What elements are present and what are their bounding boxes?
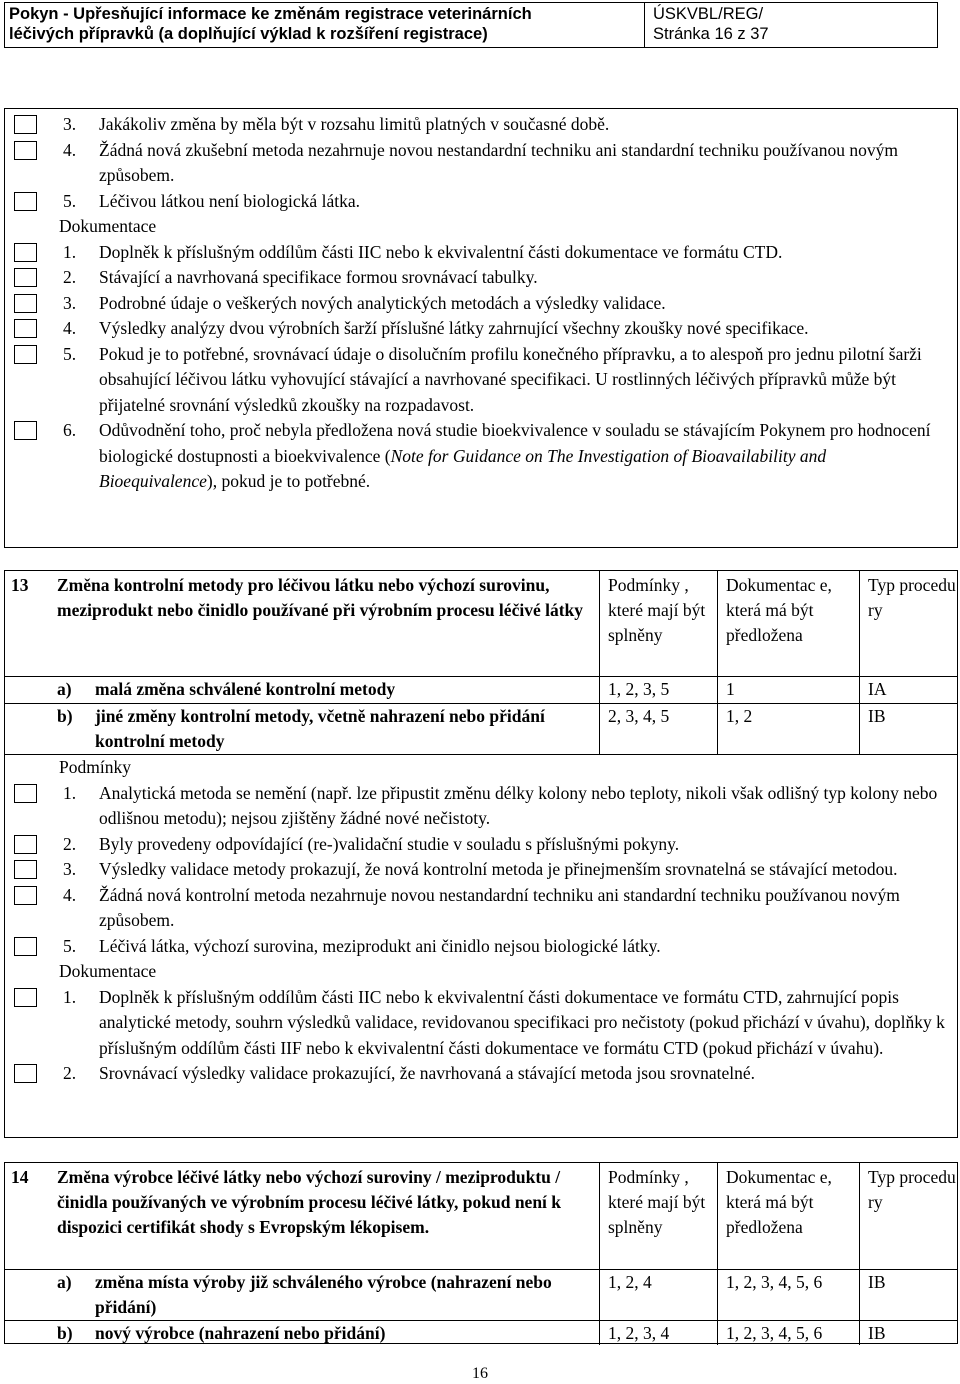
variant-procedure-type: IB (859, 1270, 957, 1320)
item-number: 3. (63, 859, 77, 879)
variant-documentation: 1, 2, 3, 4, 5, 6 (717, 1321, 859, 1345)
condition-item (5, 112, 957, 138)
doc-item (5, 291, 957, 317)
item-number: 3. (63, 114, 77, 134)
item-text: Výsledky validace metody prokazují, že nová kontrolní metoda je přinejmenším srovnatelná se stávající metodou. (99, 859, 898, 879)
item-text: Analytická metoda se nemění (např. lze připustit změnu délky kolony nebo teploty, nikoli však odlišný typ kolony nebo odlišnou metodu); nejsou zjištěny žádné nové nečistoty. (99, 782, 938, 828)
condition-item (5, 781, 957, 832)
item-number: 6. (63, 420, 77, 440)
item-text: Pokud je to potřebné, srovnávací údaje o disolučním profilu konečného přípravku, a to alespoň pro jednu pilotní šarži obsahující léčivou látku vyhovující stávající a navrhované specifikaci. U rostlinných léčivých přípravků může být přijatelné srovnání výsledků zkoušky na rozpadavost. (99, 343, 922, 415)
checkbox[interactable] (14, 268, 37, 287)
item-number: 5. (63, 935, 77, 956)
section-14 (4, 1162, 958, 1344)
page-indicator: Stránka 16 z 37 (653, 25, 769, 43)
checkbox[interactable] (14, 294, 37, 313)
item-text: Srovnávací výsledky validace prokazující, že navrhovaná a stávající metoda jsou srovnatelné. (99, 1063, 756, 1083)
checkbox[interactable] (14, 421, 37, 440)
variant-text: jiné změny kontrolní metody, včetně nahrazení nebo přidání kontrolní metody (95, 706, 545, 751)
variant-documentation: 1, 2 (717, 704, 859, 754)
item-text: Stávající a navrhovaná specifikace formou srovnávací tabulky. (99, 267, 538, 287)
item-text: Doplněk k příslušným oddílům části IIC nebo k ekvivalentní části dokumentace ve formátu CTD, zahrnující popis analytické metody, souhrn výsledků validace, revidovanou specifikaci pro nečistoty (pokud přichází v úvahu), doplňky k příslušným oddílům části IIF nebo k ekvivalentní části dokumentace ve formátu CTD (pokud přichází v úvahu). (99, 986, 945, 1058)
variant-conditions: 1, 2, 3, 4 (599, 1321, 717, 1345)
item-text: Byly provedeny odpovídající (re-)validační studie v souladu s příslušnými pokyny. (99, 833, 680, 854)
item-text: Léčivá látka, výchozí surovina, meziprodukt ani činidlo nejsou biologické látky. (99, 935, 661, 956)
doc-item (5, 265, 957, 291)
variant-procedure-type: IB (859, 1321, 957, 1345)
variant-letter: a) (57, 1272, 72, 1292)
checkbox[interactable] (14, 860, 37, 879)
item-number: 1. (63, 986, 77, 1007)
text-part: ), pokud je to potřebné. (206, 471, 371, 491)
section-header (5, 571, 957, 677)
item-number: 1. (63, 241, 77, 262)
header-meta (645, 3, 937, 47)
section-number: 14 (11, 1167, 29, 1187)
variant-conditions: 2, 3, 4, 5 (599, 704, 717, 754)
item-text: Podrobné údaje o veškerých nových analytických metodách a výsledky validace. (99, 292, 666, 313)
text-part: Odůvodnění toho, proč nebyla předložena nová studie bioekvivalence v souladu se stávajícím Pokynem pro hodnocení biologické dostupnosti a bioekvivalence ( (99, 420, 931, 466)
doc-item (5, 418, 957, 495)
section-number: 13 (11, 575, 29, 595)
section-title: Změna výrobce léčivé látky nebo výchozí suroviny / meziproduktu / činidla používaných ve výrobním procesu léčivé látky, pokud není k dispozici certifikát shody s Evropským lékopisem. (57, 1167, 562, 1237)
variant-letter: b) (57, 706, 73, 726)
variant-row (5, 1321, 957, 1345)
checkbox[interactable] (14, 988, 37, 1007)
section-header (5, 1163, 957, 1270)
doc-item (5, 240, 957, 266)
conditions-heading: Podmínky (59, 757, 131, 777)
item-text (99, 418, 947, 495)
variant-documentation: 1, 2, 3, 4, 5, 6 (717, 1270, 859, 1320)
variant-row (5, 677, 957, 704)
item-number: 5. (63, 343, 77, 364)
variant-text: malá změna schválené kontrolní metody (95, 679, 396, 699)
condition-item (5, 883, 957, 934)
item-number: 3. (63, 292, 77, 313)
checkbox[interactable] (14, 784, 37, 803)
document-title: Pokyn - Upřesňující informace ke změnám registrace veterinárních léčivých přípravků (a doplňující výklad k rozšíření registrace) (5, 3, 645, 47)
variant-text: změna místa výroby již schváleného výrobce (nahrazení nebo přidání) (95, 1272, 552, 1317)
item-number: 2. (63, 833, 77, 854)
checkbox[interactable] (14, 319, 37, 338)
item-text: Léčivou látkou není biologická látka. (99, 190, 360, 211)
guideline-title: Note for Guidance on The Investigation of Bioavailability and Bioequivalence (99, 445, 827, 491)
item-number: 4. (63, 318, 77, 338)
condition-item (5, 138, 957, 189)
variant-documentation: 1 (717, 677, 859, 703)
col-conditions-header: Podmínky , které mají být splněny (599, 571, 717, 676)
item-number: 4. (63, 884, 77, 905)
checkbox[interactable] (14, 141, 37, 160)
variant-conditions: 1, 2, 3, 5 (599, 677, 717, 703)
section-12-continuation (4, 108, 958, 548)
condition-item (5, 934, 957, 960)
col-conditions-header: Podmínky , které mají být splněny (599, 1163, 717, 1269)
col-documentation-header: Dokumentac e, která má být předložena (717, 571, 859, 676)
item-number: 1. (63, 782, 77, 803)
item-text: Výsledky analýzy dvou výrobních šarží příslušné látky zahrnující všechny zkoušky nové specifikace. (99, 318, 809, 338)
checkbox[interactable] (14, 835, 37, 854)
col-procedure-type-header: Typ procedu ry (859, 571, 957, 676)
checkbox[interactable] (14, 243, 37, 262)
doc-item (5, 316, 957, 342)
item-number: 2. (63, 1063, 77, 1083)
condition-item (5, 189, 957, 215)
checkbox[interactable] (14, 886, 37, 905)
checkbox[interactable] (14, 115, 37, 134)
checkbox[interactable] (14, 345, 37, 364)
item-text: Žádná nová kontrolní metoda nezahrnuje novou nestandardní techniku ani standardní techniku používanou novým způsobem. (99, 884, 900, 930)
section-title: Změna kontrolní metody pro léčivou látku nebo výchozí surovinu, meziprodukt nebo činidlo používané při výrobním procesu léčivé látky (57, 575, 584, 620)
item-number: 5. (63, 190, 77, 211)
variant-letter: a) (57, 679, 72, 699)
variant-row (5, 1270, 957, 1321)
variant-procedure-type: IB (859, 704, 957, 754)
page-number: 16 (472, 1365, 488, 1382)
col-documentation-header: Dokumentac e, která má být předložena (717, 1163, 859, 1269)
item-number: 4. (63, 139, 77, 160)
checkbox[interactable] (14, 192, 37, 211)
documentation-heading: Dokumentace (59, 961, 157, 981)
variant-conditions: 1, 2, 4 (599, 1270, 717, 1320)
item-text: Žádná nová zkušební metoda nezahrnuje novou nestandardní techniku ani standardní techniku používanou novým způsobem. (99, 139, 898, 185)
item-text: Jakákoliv změna by měla být v rozsahu limitů platných v současné době. (99, 114, 610, 134)
document-code: ÚSKVBL/REG/ (653, 5, 764, 23)
condition-item (5, 857, 957, 883)
page-header (4, 2, 938, 48)
checkbox[interactable] (14, 937, 37, 956)
condition-item (5, 832, 957, 858)
doc-item (5, 1061, 957, 1087)
doc-item (5, 985, 957, 1062)
variant-row (5, 704, 957, 755)
item-number: 2. (63, 267, 77, 287)
section-13 (4, 570, 958, 1138)
checkbox[interactable] (14, 1064, 37, 1083)
variant-procedure-type: IA (859, 677, 957, 703)
variant-text: nový výrobce (nahrazení nebo přidání) (95, 1323, 386, 1343)
variant-letter: b) (57, 1323, 73, 1343)
item-text: Doplněk k příslušným oddílům části IIC nebo k ekvivalentní části dokumentace ve formátu CTD. (99, 241, 783, 262)
documentation-heading: Dokumentace (59, 216, 157, 236)
col-procedure-type-header: Typ procedu ry (859, 1163, 957, 1269)
doc-item (5, 342, 957, 419)
